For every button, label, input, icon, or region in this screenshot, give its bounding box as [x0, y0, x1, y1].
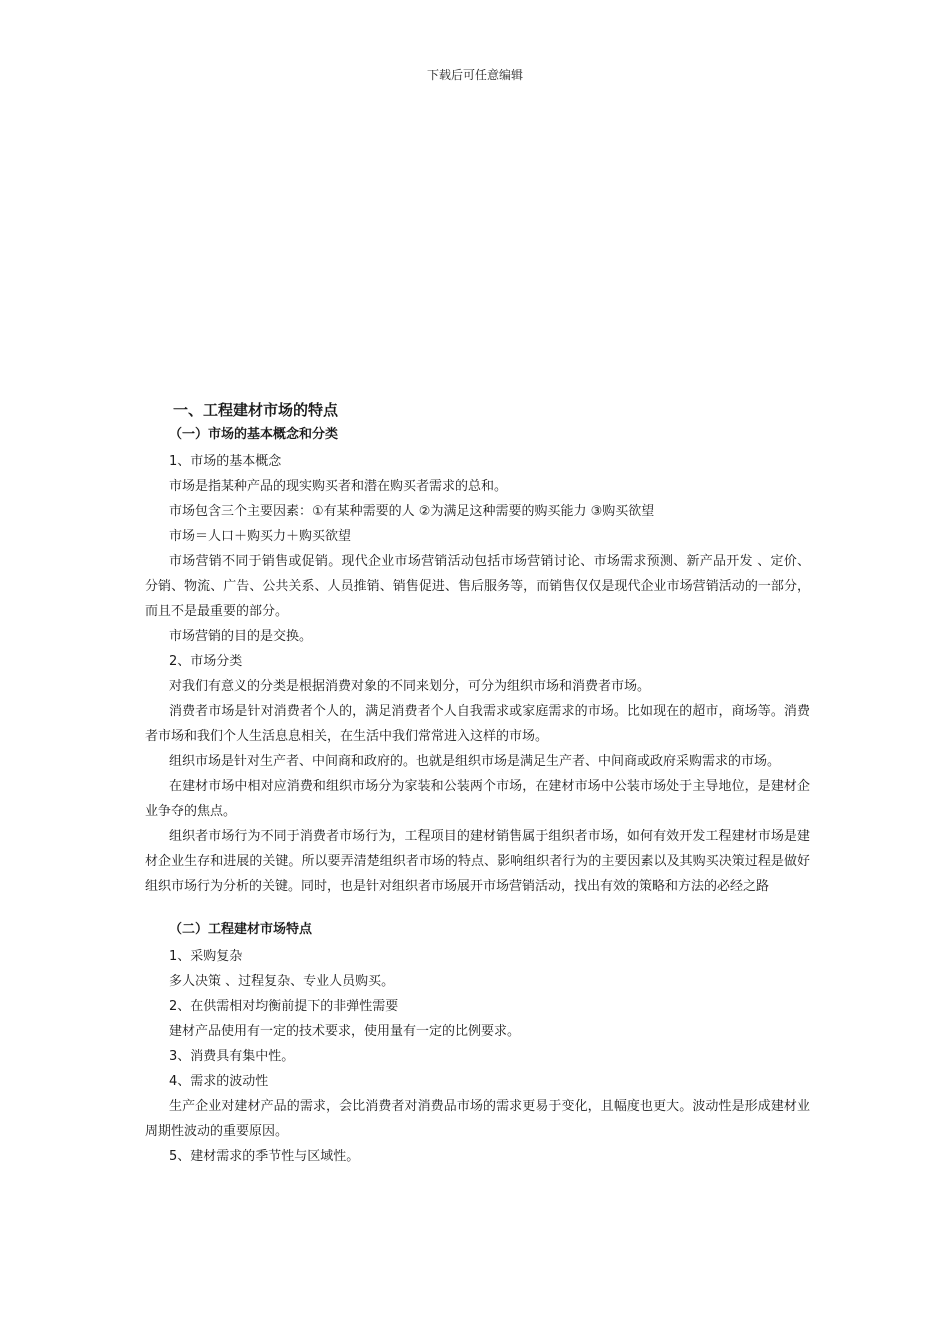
paragraph: 组织者市场行为不同于消费者市场行为，工程项目的建材销售属于组织者市场，如何有效开发工程建材市场是建材企业生存和进展的关键。所以要弄清楚组织者市场的特点、影响组织者行为的主要因素以及其购买决策过程是做好组织市场行为分析的关键。同时，也是针对组织者市场展开市场营销活动，找出有效的策略和方法的必经之路	[145, 829, 810, 894]
list-item-desc: 多人决策 、过程复杂、专业人员购买。	[169, 974, 395, 989]
paragraph: 对我们有意义的分类是根据消费对象的不同来划分，可分为组织市场和消费者市场。	[169, 679, 651, 694]
paragraph: 市场包含三个主要因素：①有某种需要的人 ②为满足这种需要的购买能力 ③购买欲望	[169, 504, 655, 519]
subheading-market-classification: 2、市场分类	[169, 654, 243, 669]
paragraph: 消费者市场是针对消费者个人的，满足消费者个人自我需求或家庭需求的市场。比如现在的超市，商场等。消费者市场和我们个人生活息息相关，在生活中我们常常进入这样的市场。	[145, 704, 810, 744]
list-item: 1、采购复杂	[169, 949, 243, 964]
paragraph: 组织市场是针对生产者、中间商和政府的。也就是组织市场是满足生产者、中间商或政府采购需求的市场。	[169, 754, 781, 769]
page-header-note: 下载后可任意编辑	[426, 68, 523, 82]
paragraph: 在建材市场中相对应消费和组织市场分为家装和公装两个市场，在建材市场中公装市场处于主导地位，是建材企业争夺的焦点。	[145, 779, 810, 819]
section-heading-1: （一）市场的基本概念和分类	[169, 427, 339, 442]
list-item-desc: 生产企业对建材产品的需求，会比消费者对消费品市场的需求更易于变化，且幅度也更大。波动性是形成建材业周期性波动的重要原因。	[145, 1099, 810, 1139]
list-item: 3、消费具有集中性。	[169, 1049, 295, 1064]
list-item: 4、需求的波动性	[169, 1074, 269, 1089]
list-item: 5、建材需求的季节性与区域性。	[169, 1149, 360, 1164]
paragraph: 市场营销的目的是交换。	[169, 629, 313, 644]
document-body	[145, 398, 810, 1169]
document-title: 一、工程建材市场的特点	[173, 401, 339, 419]
list-item-desc: 建材产品使用有一定的技术要求，使用量有一定的比例要求。	[169, 1024, 521, 1039]
paragraph: 市场＝人口＋购买力＋购买欲望	[169, 529, 352, 544]
subheading-market-concept: 1、市场的基本概念	[169, 454, 282, 469]
list-item: 2、在供需相对均衡前提下的非弹性需要	[169, 999, 399, 1014]
section-heading-2: （二）工程建材市场特点	[169, 922, 313, 937]
paragraph: 市场营销不同于销售或促销。现代企业市场营销活动包括市场营销讨论、市场需求预测、新产品开发 、定价、分销、物流、广告、公共关系、人员推销、销售促进、售后服务等，而销售仅仅是现代企业市场营销活动的一部分，而且不是最重要的部分。	[145, 554, 810, 619]
paragraph: 市场是指某种产品的现实购买者和潜在购买者需求的总和。	[169, 479, 508, 494]
